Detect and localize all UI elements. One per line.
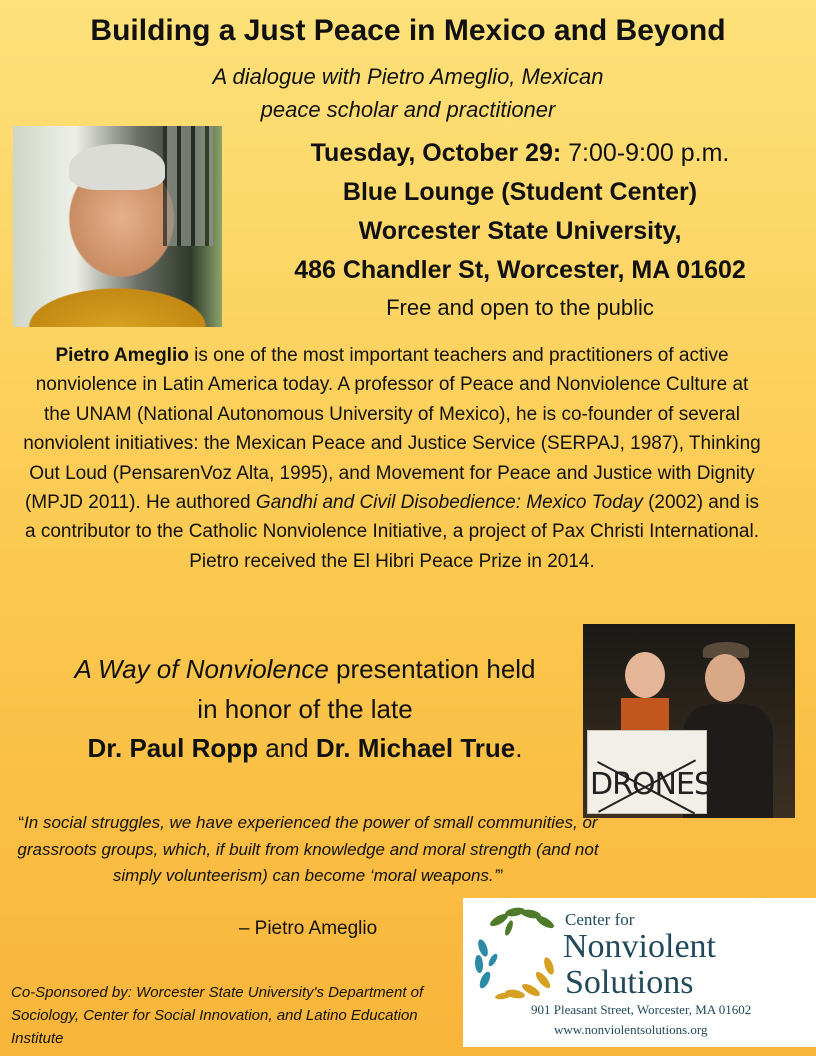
event-datetime <box>262 134 778 173</box>
honor-period: . <box>515 733 523 763</box>
speaker-hair <box>69 144 165 190</box>
event-venue: Blue Lounge (Student Center) <box>342 178 698 206</box>
event-title: Building a Just Peace in Mexico and Beyond <box>90 14 726 47</box>
quote-open-mark: “ <box>18 813 25 832</box>
wreath-icon <box>463 898 573 1008</box>
subtitle-line-1: A dialogue with Pietro Ameglio, Mexican <box>212 64 604 89</box>
logo-url: www.nonviolentsolutions.org <box>554 1022 708 1037</box>
honor-line-1 <box>20 650 590 690</box>
honorees-photo <box>583 624 795 818</box>
event-date: Tuesday, October 29: <box>310 139 562 167</box>
protest-sign <box>587 730 712 814</box>
honor-line-3 <box>20 729 590 769</box>
olive-leaves-icon <box>488 906 555 936</box>
logo-address: 901 Pleasant Street, Worcester, MA 01602 <box>531 1002 752 1017</box>
honoree-2: Dr. Michael True <box>315 733 516 763</box>
cns-logo <box>463 898 816 1047</box>
person-face-right <box>705 654 745 702</box>
event-address: 486 Chandler St, Worcester, MA 01602 <box>294 256 746 284</box>
quote-text: In social struggles, we have experienced the power of small communities, or grassroots groups, which, if built from knowledge and moral strength (and not simply volunteerism) can become ‘moral weapons.’ <box>17 813 599 885</box>
logo-line-2: Nonviolent <box>563 928 716 965</box>
honor-dedication <box>20 650 590 769</box>
bio-text-2: (2002) and is a contributor to the Catholic Nonviolence Initiative, a project of Pax Christi International. Pietro received the El Hibri Peace Prize in 2014. <box>25 492 760 572</box>
quote-close-mark: ” <box>497 866 504 885</box>
gold-leaves-icon <box>495 956 556 1000</box>
event-institution: Worcester State University, <box>358 217 682 245</box>
teal-leaves-icon <box>474 938 499 990</box>
logo-line-3: Solutions <box>565 964 694 1001</box>
event-details <box>262 134 778 326</box>
bio-name: Pietro Ameglio <box>55 345 189 366</box>
sign-text: DRONES <box>590 767 712 802</box>
speaker-bio <box>22 341 762 576</box>
quote-author: – Pietro Ameglio <box>238 918 378 939</box>
speaker-photo <box>13 126 222 327</box>
subtitle-line-2: peace scholar and practitioner <box>260 97 556 122</box>
logo-line-1: Center for <box>565 910 635 929</box>
event-time: 7:00-9:00 p.m. <box>561 139 730 167</box>
honor-text-a: presentation held <box>328 654 536 684</box>
honoree-1: Dr. Paul Ropp <box>87 733 258 763</box>
series-title: A Way of Nonviolence <box>74 654 329 684</box>
event-admission: Free and open to the public <box>386 295 654 320</box>
honor-and: and <box>258 733 316 763</box>
co-sponsors: Co-Sponsored by: Worcester State University's Department of Sociology, Center for Social Innovation, and Latino Education Institute <box>11 984 424 1047</box>
bio-text-1: is one of the most important teachers and practitioners of active nonviolence in Latin America today. A professor of Peace and Nonviolence Culture at the UNAM (National Autonomous University of Mexico), he is co-founder of several nonviolent initiatives: the Mexican Peace and Justice Service (SERPAJ, 1987), Thinking Out Loud (PensarenVoz Alta, 1995), and Movement for Peace and Justice with Dignity (MPJD 2011). He authored <box>23 345 761 514</box>
window-bars <box>163 126 213 246</box>
bio-book-title: Gandhi and Civil Disobedience: Mexico Today <box>255 492 643 514</box>
event-subtitle <box>150 60 666 126</box>
quote <box>10 810 606 890</box>
honor-line-2: in honor of the late <box>197 693 413 724</box>
person-face-left <box>625 652 665 698</box>
